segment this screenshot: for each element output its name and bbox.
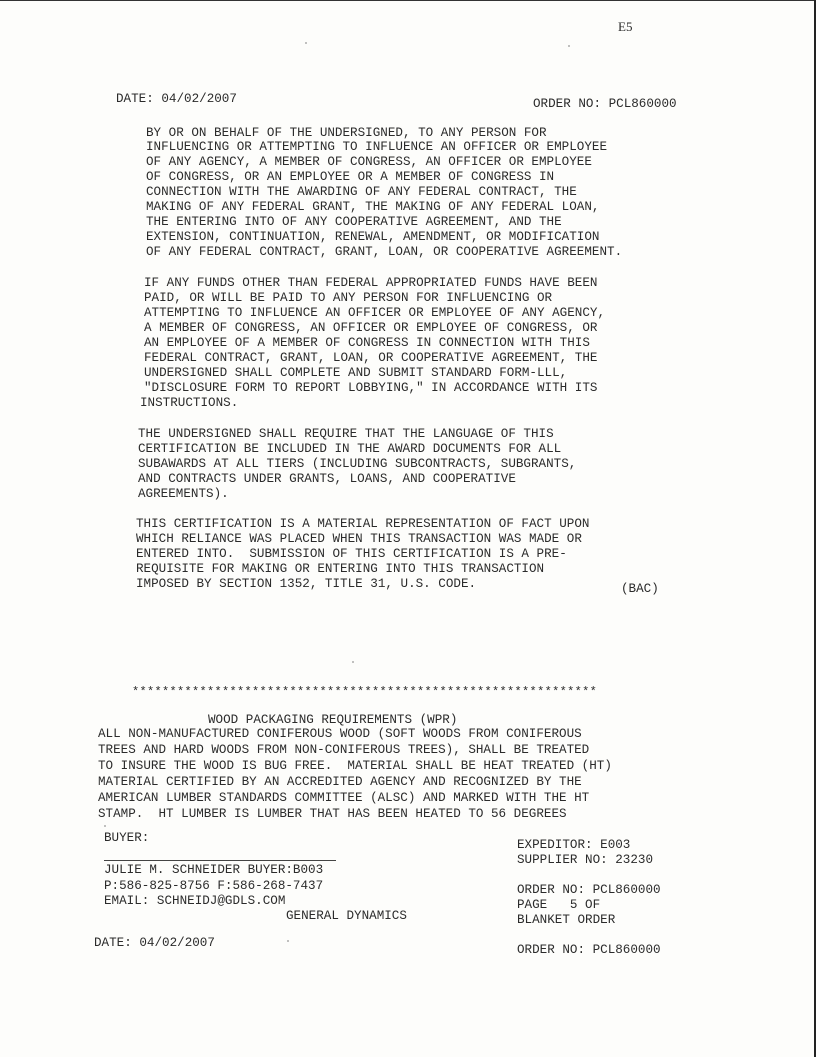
text-line: EXTENSION, CONTINUATION, RENEWAL, AMENDMENT, OR MODIFICATION	[146, 230, 600, 244]
company-name: GENERAL DYNAMICS	[286, 909, 407, 923]
text-line: ALL NON-MANUFACTURED CONIFEROUS WOOD (SOFT WOODS FROM CONIFEROUS	[98, 727, 582, 741]
text-line: SUBAWARDS AT ALL TIERS (INCLUDING SUBCONTRACTS, SUBGRANTS,	[138, 457, 577, 471]
text-line: AGREEMENTS).	[138, 487, 229, 501]
buyer-name: JULIE M. SCHNEIDER BUYER:B003	[104, 863, 324, 877]
text-line: WHICH RELIANCE WAS PLACED WHEN THIS TRANSACTION WAS MADE OR	[136, 532, 582, 546]
text-line: ATTEMPTING TO INFLUENCE AN OFFICER OR EMPLOYEE OF ANY AGENCY,	[144, 306, 606, 320]
scan-top-border	[0, 0, 816, 1]
signature-line	[104, 860, 336, 861]
page-label: E5	[618, 19, 633, 34]
scan-speck	[305, 42, 307, 44]
text-line: FEDERAL CONTRACT, GRANT, LOAN, OR COOPERATIVE AGREEMENT, THE	[144, 351, 598, 365]
footer-date: DATE: 04/02/2007	[94, 936, 215, 950]
text-line: AMERICAN LUMBER STANDARDS COMMITTEE (ALSC) AND MARKED WITH THE HT	[98, 791, 590, 805]
text-line: OF ANY AGENCY, A MEMBER OF CONGRESS, AN OFFICER OR EMPLOYEE	[146, 155, 592, 169]
text-line: REQUISITE FOR MAKING OR ENTERING INTO THIS TRANSACTION	[136, 562, 545, 576]
text-line: THIS CERTIFICATION IS A MATERIAL REPRESENTATION OF FACT UPON	[136, 517, 590, 531]
text-line: IMPOSED BY SECTION 1352, TITLE 31, U.S. CODE.	[136, 577, 477, 591]
text-line: BY OR ON BEHALF OF THE UNDERSIGNED, TO ANY PERSON FOR	[146, 126, 547, 140]
page-number: PAGE 5 OF	[517, 898, 601, 912]
text-line: INFLUENCING OR ATTEMPTING TO INFLUENCE AN OFFICER OR EMPLOYEE	[146, 140, 608, 154]
text-line: AN EMPLOYEE OF A MEMBER OF CONGRESS IN CONNECTION WITH THIS	[144, 336, 590, 350]
buyer-email: EMAIL: SCHNEIDJ@GDLS.COM	[104, 894, 286, 908]
asterisk-separator: **************************************************************	[132, 685, 598, 699]
text-line: THE ENTERING INTO OF ANY COOPERATIVE AGREEMENT, AND THE	[146, 215, 562, 229]
scan-speck	[568, 45, 570, 47]
text-line: OF CONGRESS, OR AN EMPLOYEE OR A MEMBER OF CONGRESS IN	[146, 170, 555, 184]
text-line: MAKING OF ANY FEDERAL GRANT, THE MAKING OF ANY FEDERAL LOAN,	[146, 200, 600, 214]
text-line: A MEMBER OF CONGRESS, AN OFFICER OR EMPLOYEE OF CONGRESS, OR	[144, 321, 598, 335]
text-line: TO INSURE THE WOOD IS BUG FREE. MATERIAL SHALL BE HEAT TREATED (HT)	[98, 759, 612, 773]
buyer-label: BUYER:	[104, 831, 150, 845]
header-date: DATE: 04/02/2007	[116, 92, 237, 106]
footer-order-no-2: ORDER NO: PCL860000	[517, 943, 661, 957]
text-line: PAID, OR WILL BE PAID TO ANY PERSON FOR INFLUENCING OR	[144, 291, 553, 305]
text-line: "DISCLOSURE FORM TO REPORT LOBBYING," IN ACCORDANCE WITH ITS	[144, 381, 598, 395]
text-line: ENTERED INTO. SUBMISSION OF THIS CERTIFICATION IS A PRE-	[136, 547, 567, 561]
text-line: IF ANY FUNDS OTHER THAN FEDERAL APPROPRIATED FUNDS HAVE BEEN	[144, 276, 598, 290]
supplier-no: SUPPLIER NO: 23230	[517, 853, 654, 867]
wpr-title: WOOD PACKAGING REQUIREMENTS (WPR)	[208, 713, 458, 727]
text-line: INSTRUCTIONS.	[140, 396, 239, 410]
text-line: STAMP. HT LUMBER IS LUMBER THAT HAS BEEN HEATED TO 56 DEGREES	[98, 807, 567, 821]
text-line: THE UNDERSIGNED SHALL REQUIRE THAT THE LANGUAGE OF THIS	[138, 427, 554, 441]
text-line: TREES AND HARD WOODS FROM NON-CONIFEROUS TREES), SHALL BE TREATED	[98, 743, 590, 757]
text-line: MATERIAL CERTIFIED BY AN ACCREDITED AGENCY AND RECOGNIZED BY THE	[98, 775, 582, 789]
header-order-no: ORDER NO: PCL860000	[533, 97, 677, 111]
blanket-order: BLANKET ORDER	[517, 913, 616, 927]
scan-speck	[352, 661, 354, 663]
buyer-phone: P:586-825-8756 F:586-268-7437	[104, 879, 324, 893]
footer-order-no: ORDER NO: PCL860000	[517, 883, 661, 897]
text-line: OF ANY FEDERAL CONTRACT, GRANT, LOAN, OR COOPERATIVE AGREEMENT.	[146, 245, 623, 259]
text-line: UNDERSIGNED SHALL COMPLETE AND SUBMIT STANDARD FORM-LLL,	[144, 366, 568, 380]
text-line: AND CONTRACTS UNDER GRANTS, LOANS, AND COOPERATIVE	[138, 472, 516, 486]
scan-speck	[104, 825, 106, 827]
bac-tag: (BAC)	[621, 582, 659, 596]
text-line: CERTIFICATION BE INCLUDED IN THE AWARD DOCUMENTS FOR ALL	[138, 442, 562, 456]
scan-speck	[287, 940, 289, 942]
expeditor: EXPEDITOR: E003	[517, 838, 631, 852]
text-line: CONNECTION WITH THE AWARDING OF ANY FEDERAL CONTRACT, THE	[146, 185, 577, 199]
